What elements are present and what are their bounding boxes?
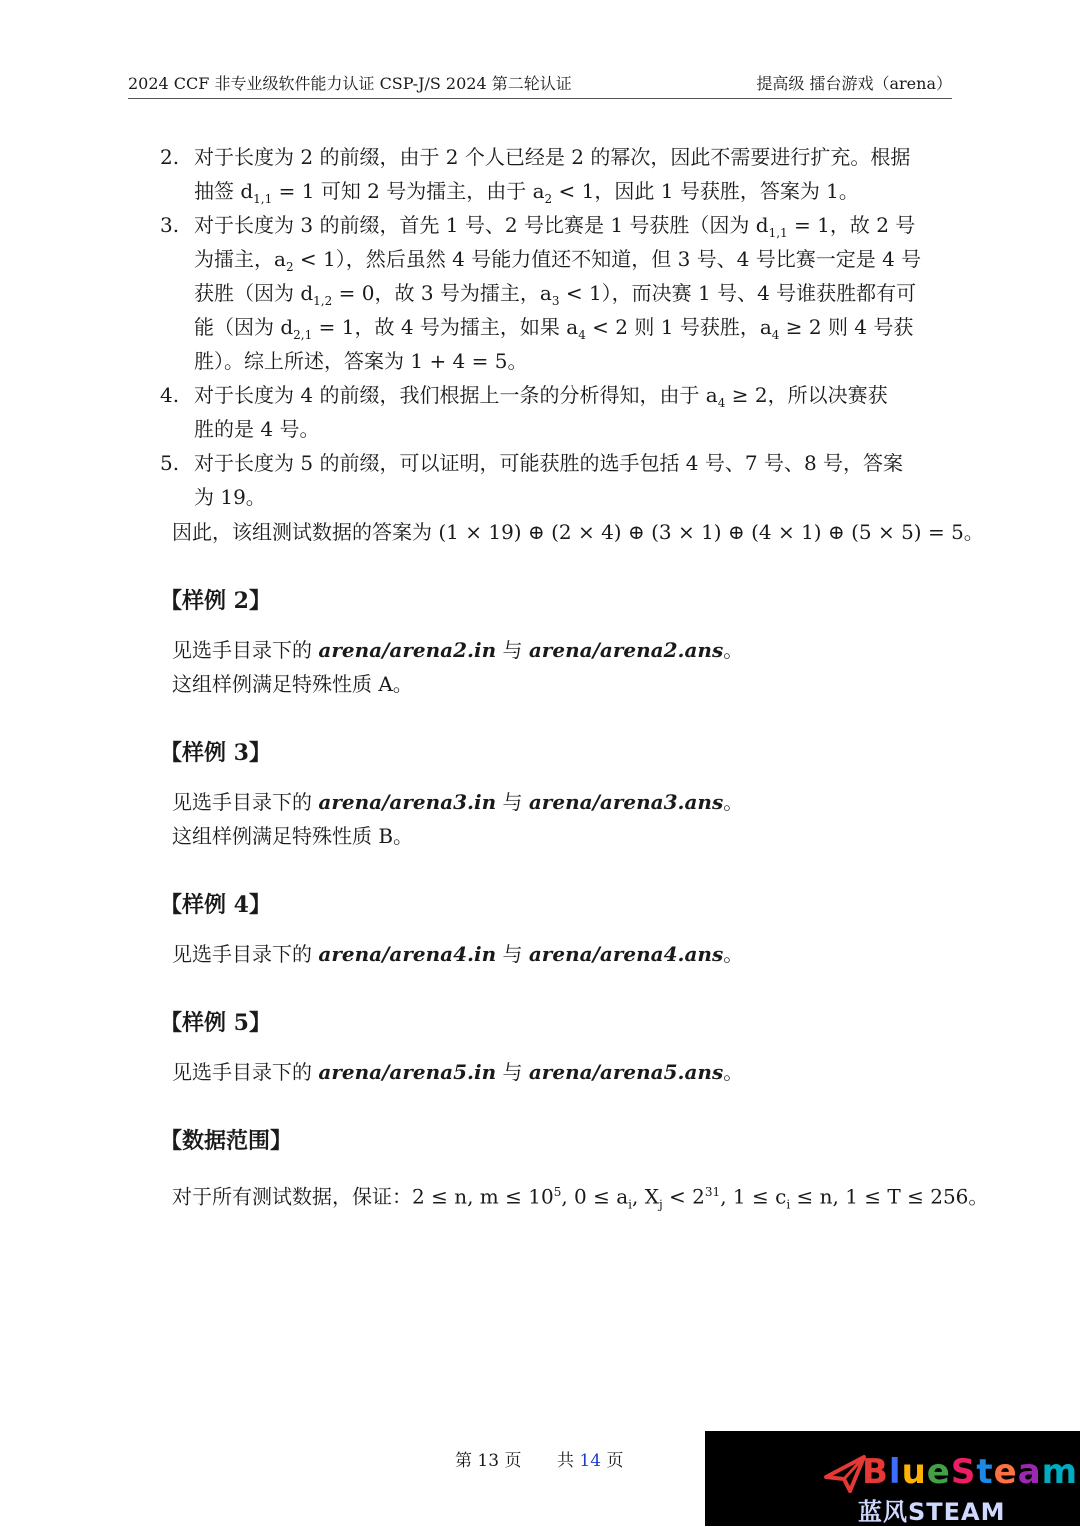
- sample-heading: 【样例 5】: [160, 1010, 271, 1036]
- sample-property-text: 这组样例满足特殊性质 A。: [172, 672, 413, 696]
- list-line: 对于长度为 2 的前缀，由于 2 个人已经是 2 的幂次，因此不需要进行扩充。根据: [194, 145, 911, 169]
- logo-letter: t: [976, 1452, 994, 1492]
- logo-letter: S: [950, 1452, 977, 1492]
- logo-letter: m: [1041, 1452, 1079, 1492]
- logo-subtitle: 蓝风STEAM: [858, 1498, 1006, 1526]
- logo-letter: u: [901, 1452, 927, 1492]
- sample-heading: 【样例 2】: [160, 588, 271, 614]
- total-suffix: 页: [601, 1451, 624, 1471]
- logo-letter: a: [1017, 1452, 1042, 1492]
- sample-files-text: 见选手目录下的 arena/arena4.in 与 arena/arena4.ans。: [172, 942, 744, 966]
- conclusion-text: 因此，该组测试数据的答案为 (1 × 19) ⊕ (2 × 4) ⊕ (3 × 1) ⊕ (4 × 1) ⊕ (5 × 5) = 5。: [172, 520, 984, 544]
- list-number: 3.: [160, 213, 180, 237]
- list-line: 胜）。综上所述，答案为 1 + 4 = 5。: [194, 349, 528, 373]
- total-pages-link[interactable]: 14: [579, 1451, 602, 1471]
- list-line: 对于长度为 4 的前缀，我们根据上一条的分析得知，由于 $a_4 \ge 2$，所以决赛获: [194, 383, 888, 410]
- list-line: 对于长度为 3 的前缀，首先 1 号、2 号比赛是 1 号获胜（因为 $d_{1,1} = 1$，故 2 号: [194, 213, 916, 240]
- list-line: 获胜（因为 $d_{1,2} = 0$，故 3 号为擂主，$a_3 < 1$），而决赛 1 号、4 号谁获胜都有可: [194, 281, 917, 308]
- list-line: 为 19。: [194, 485, 266, 509]
- sample-heading: 【样例 4】: [160, 892, 271, 918]
- logo-letter: l: [888, 1452, 902, 1492]
- header-problem: 提高级 擂台游戏（arena）: [756, 74, 952, 93]
- page-number: 第 13 页: [455, 1451, 522, 1471]
- logo-letter: e: [993, 1452, 1018, 1492]
- list-number: 2.: [160, 145, 180, 169]
- sample-heading: 【样例 3】: [160, 740, 271, 766]
- list-number: 5.: [160, 451, 180, 475]
- list-line: 对于长度为 5 的前缀，可以证明，可能获胜的选手包括 4 号、7 号、8 号，答案: [194, 451, 904, 475]
- sample-property-text: 这组样例满足特殊性质 B。: [172, 824, 414, 848]
- list-number: 4.: [160, 383, 180, 407]
- data-range-text: 对于所有测试数据，保证：2 ≤ n, $m \le 10^5$, $0 \le a_i$, $X_j < 2^{31}$, $1 \le c_i \le n$, 1 ≤ T ≤ 256。: [172, 1184, 989, 1212]
- list-line: 抽签 $d_{1,1} = 1$ 可知 2 号为擂主，由于 $a_2 < 1$，因此 1 号获胜，答案为 1。: [194, 179, 859, 206]
- header-title: 2024 CCF 非专业级软件能力认证 CSP-J/S 2024 第二轮认证: [128, 74, 572, 93]
- logo-letter: e: [926, 1452, 951, 1492]
- sample-files-text: 见选手目录下的 arena/arena5.in 与 arena/arena5.ans。: [172, 1060, 744, 1084]
- data-range-heading: 【数据范围】: [160, 1128, 293, 1154]
- sample-files-text: 见选手目录下的 arena/arena2.in 与 arena/arena2.ans。: [172, 638, 744, 662]
- total-prefix: 共: [557, 1451, 580, 1471]
- list-line: 能（因为 $d_{2,1} = 1$，故 4 号为擂主，如果 $a_4 < 2$ 则 1 号获胜，$a_4 \ge 2$ 则 4 号获: [194, 315, 914, 342]
- logo-letter: B: [862, 1452, 889, 1492]
- page-header: [128, 72, 952, 99]
- sample-files-text: 见选手目录下的 arena/arena3.in 与 arena/arena3.ans。: [172, 790, 744, 814]
- list-line: 胜的是 4 号。: [194, 417, 320, 441]
- list-line: 为擂主，$a_2 < 1$），然后虽然 4 号能力值还不知道，但 3 号、4 号比赛一定是 4 号: [194, 247, 922, 274]
- logo-wordmark: [862, 1452, 1078, 1492]
- total-pages: [557, 1448, 623, 1474]
